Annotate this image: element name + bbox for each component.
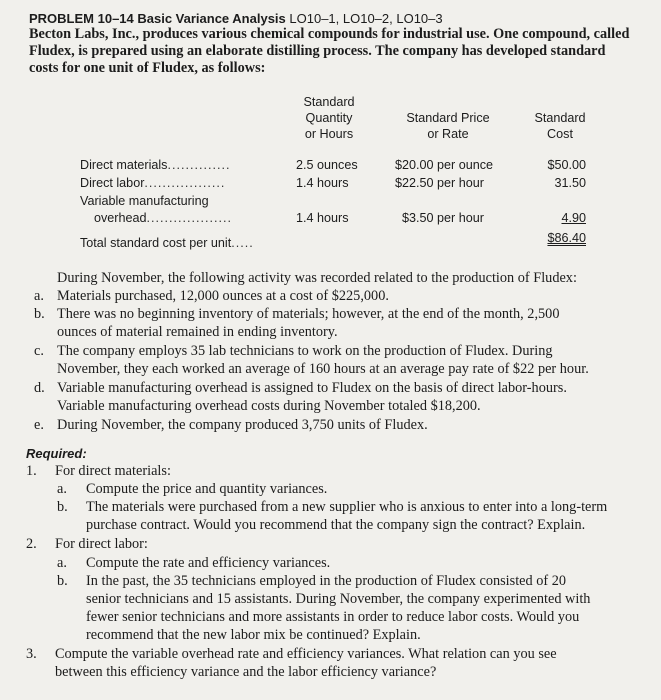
activity-d-line2: Variable manufacturing overhead costs during November totaled $18,200. <box>57 398 481 414</box>
total-label-text: Total standard cost per unit <box>80 236 232 250</box>
row-direct-materials-label <box>80 157 230 173</box>
row-label: Direct labor <box>80 176 145 190</box>
header-cost <box>525 110 595 142</box>
row-direct-labor-price: $22.50 per hour <box>395 176 484 190</box>
problem-title <box>29 11 443 26</box>
header-cost-line1: Standard <box>534 111 586 125</box>
learning-objectives: LO10–1, LO10–2, LO10–3 <box>289 11 443 26</box>
header-quantity-line2: Quantity <box>305 111 353 125</box>
leader-dots: .............. <box>167 158 231 172</box>
activity-b-line2: ounces of material remained in ending inventory. <box>57 324 338 340</box>
activity-e-letter: e. <box>34 417 44 433</box>
total-label <box>80 235 254 251</box>
row-direct-materials-price: $20.00 per ounce <box>395 158 494 172</box>
activity-b-line1: There was no beginning inventory of materials; however, at the end of the month, 2,500 <box>57 306 560 322</box>
header-price <box>392 110 504 142</box>
q2b-letter: b. <box>57 573 68 589</box>
row-overhead-label-line2 <box>94 210 232 226</box>
row-overhead-label-line1: Variable manufacturing <box>80 194 209 208</box>
header-price-line2: or Rate <box>427 127 469 141</box>
activity-a-letter: a. <box>34 288 44 304</box>
row-direct-labor-label <box>80 175 225 191</box>
intro-line-1: Becton Labs, Inc., produces various chemical compounds for industrial use. One compound, called <box>29 26 630 42</box>
leader-dots: ................... <box>146 211 232 225</box>
row-overhead-quantity: 1.4 hours <box>296 211 349 225</box>
problem-title-text: PROBLEM 10–14 Basic Variance Analysis <box>29 11 286 26</box>
row-overhead-cost: 4.90 <box>561 211 586 225</box>
activity-c-line2: November, they each worked an average of 160 hours at an average pay rate of $22 per hour. <box>57 361 589 377</box>
q3-line1: Compute the variable overhead rate and efficiency variances. What relation can you see <box>55 646 557 662</box>
q2-text: For direct labor: <box>55 536 148 552</box>
header-price-line1: Standard Price <box>406 111 490 125</box>
q2-number: 2. <box>26 536 37 552</box>
q2b-line3: fewer senior technicians and more assistants in order to reduce labor costs. Would you <box>86 609 580 625</box>
q2a-letter: a. <box>57 555 67 571</box>
row-direct-labor-quantity: 1.4 hours <box>296 176 349 190</box>
header-quantity <box>290 94 368 142</box>
activity-intro: During November, the following activity was recorded related to the production of Fludex: <box>57 270 577 286</box>
q3-number: 3. <box>26 646 37 662</box>
activity-b-letter: b. <box>34 306 45 322</box>
required-heading: Required: <box>26 446 87 461</box>
q1b-line2: purchase contract. Would you recommend that the company sign the contract? Explain. <box>86 517 586 533</box>
row-label: Direct materials <box>80 158 168 172</box>
activity-e-line1: During November, the company produced 3,750 units of Fludex. <box>57 417 428 433</box>
row-label: overhead <box>94 211 147 225</box>
total-cost: $86.40 <box>547 231 586 245</box>
row-overhead-price: $3.50 per hour <box>402 211 484 225</box>
q2b-line4: recommend that the new labor mix be continued? Explain. <box>86 627 421 643</box>
leader-dots: ..... <box>231 236 254 250</box>
q1b-line1: The materials were purchased from a new supplier who is anxious to enter into a long-term <box>86 499 608 515</box>
row-direct-materials-cost: $50.00 <box>547 158 586 172</box>
q1b-letter: b. <box>57 499 68 515</box>
leader-dots: .................. <box>144 176 226 190</box>
row-direct-materials-quantity: 2.5 ounces <box>296 158 358 172</box>
header-quantity-line1: Standard <box>303 95 355 109</box>
row-direct-labor-cost: 31.50 <box>554 176 586 190</box>
activity-d-letter: d. <box>34 380 45 396</box>
intro-line-3: costs for one unit of Fludex, as follows: <box>29 60 266 76</box>
q1-number: 1. <box>26 463 37 479</box>
intro-line-2: Fludex, is prepared using an elaborate distilling process. The company has developed standard <box>29 43 606 59</box>
q2b-line1: In the past, the 35 technicians employed in the production of Fludex consisted of 20 <box>86 573 567 589</box>
activity-c-line1: The company employs 35 lab technicians to work on the production of Fludex. During <box>57 343 553 359</box>
header-quantity-line3: or Hours <box>304 127 354 141</box>
q3-line2: between this efficiency variance and the labor efficiency variance? <box>55 664 437 680</box>
header-cost-line2: Cost <box>547 127 573 141</box>
q2a-line1: Compute the rate and efficiency variances. <box>86 555 331 571</box>
activity-d-line1: Variable manufacturing overhead is assigned to Fludex on the basis of direct labor-hours. <box>57 380 567 396</box>
q1a-letter: a. <box>57 481 67 497</box>
q1a-line1: Compute the price and quantity variances. <box>86 481 328 497</box>
activity-a-line1: Materials purchased, 12,000 ounces at a cost of $225,000. <box>57 288 389 304</box>
q2b-line2: senior technicians and 15 assistants. During November, the company experimented with <box>86 591 591 607</box>
activity-c-letter: c. <box>34 343 44 359</box>
q1-text: For direct materials: <box>55 463 171 479</box>
